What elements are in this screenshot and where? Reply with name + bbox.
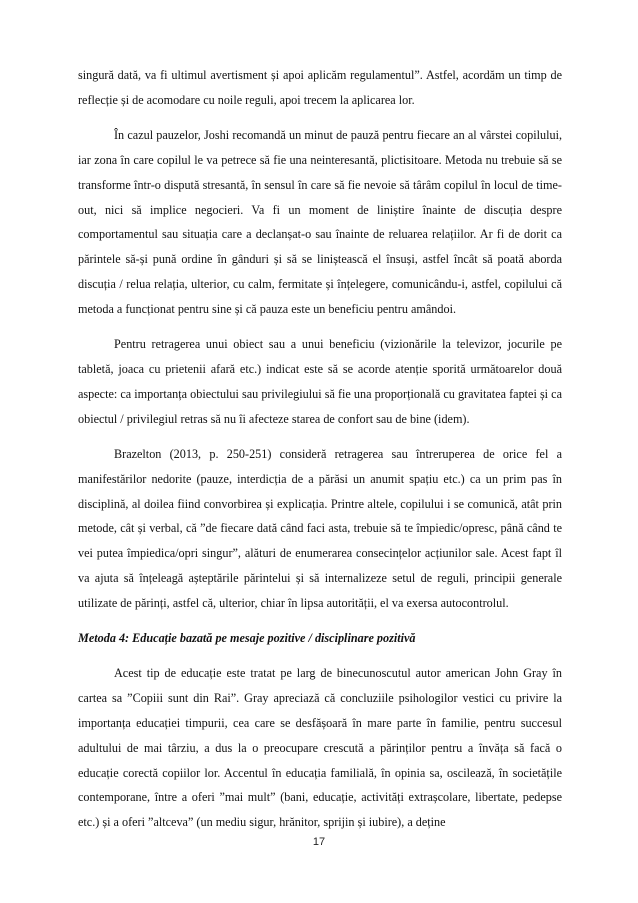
paragraph-brazelton: Brazelton (2013, p. 250-251) consideră retragerea sau întreruperea de orice fel a manifestărilor nedorite (pauze, interdicția de a părăsi un anumit spațiu etc.) ca un prim pas în disciplină, al doilea fiind convorbirea și explicația. Printre altele, copilului i se comunică, atât prin metode, cât și verbal, că ”de fiecare dată când faci asta, trebuie să te împiedic/opresc, până când te vei putea împiedica/opri singur”, alături de enumerarea consecințelor acțiunilor sale. Acest fapt îl va ajuta să înțeleagă așteptările părintelui și să internalizeze setul de reguli, principii generale utilizate de părinți, astfel că, ulterior, chiar în lipsa autorității, el va exersa autocontrolul. — [78, 446, 562, 611]
paragraph-withdrawal: Pentru retragerea unui obiect sau a unui beneficiu (vizionările la televizor, jocurile pe tabletă, joaca cu prietenii afară etc.) indicat este să se acorde atenție sporită următoarelor două aspecte: ca importanța obiectului sau privilegiului să fie una proporțională cu gravitatea faptei și ca obiectul / privilegiul retras să nu îi afecteze starea de confort sau de bine (idem). — [78, 337, 562, 426]
section-heading: Metoda 4: Educație bazată pe mesaje pozitive / disciplinare pozitivă — [78, 631, 416, 646]
paragraph-pauses: În cazul pauzelor, Joshi recomandă un minut de pauză pentru fiecare an al vârstei copilului, iar zona în care copilul le va petrece să fie una neinteresantă, plictisitoare. Metoda nu trebuie să se transforme într-o dispută stresantă, în sensul în care să fie nevoie să târâm copilul în locul de time-out, nici să implice negocieri. Va fi un moment de liniștire înainte de discuția despre comportamentul sau situația care a declanșat-o sau înainte de reluarea relațiilor. Ar fi de dorit ca părintele să-și pună ordine în gânduri și să se liniștească el însuși, astfel încât să poată aborda discuția / relua relația, ulterior, cu calm, fermitate și înțelegere, comunicându-i, astfel, copilului că metoda a funcționat pentru sine și că pauza este un beneficiu pentru amândoi. — [78, 127, 562, 317]
body-text — [78, 63, 562, 835]
paragraph-gray: Acest tip de educație este tratat pe larg de binecunoscutul autor american John Gray în cartea sa ”Copiii sunt din Rai”. Gray apreciază că concluziile psihologilor vestici cu privire la importanța educației timpurii, cea care se desfășoară în mare parte în familie, pentru succesul adultului de mai târziu, a dus la o preocupare crescută a părinților pentru a învăța să facă o educație corectă copiilor lor. Accentul în educația familială, în opinia sa, oscilează, în societățile contemporane, între a oferi ”mai mult” (bani, educație, activități extrașcolare, libertate, pedepse etc.) și a oferi ”altceva” (un mediu sigur, hrănitor, sprijin și iubire), a deține — [78, 665, 562, 830]
page-number: 17 — [312, 836, 326, 848]
paragraph-continuation: singură dată, va fi ultimul avertisment și apoi aplicăm regulamentul”. Astfel, acordăm un timp de reflecție și de acomodare cu noile reguli, apoi trecem la aplicarea lor. — [78, 68, 562, 107]
